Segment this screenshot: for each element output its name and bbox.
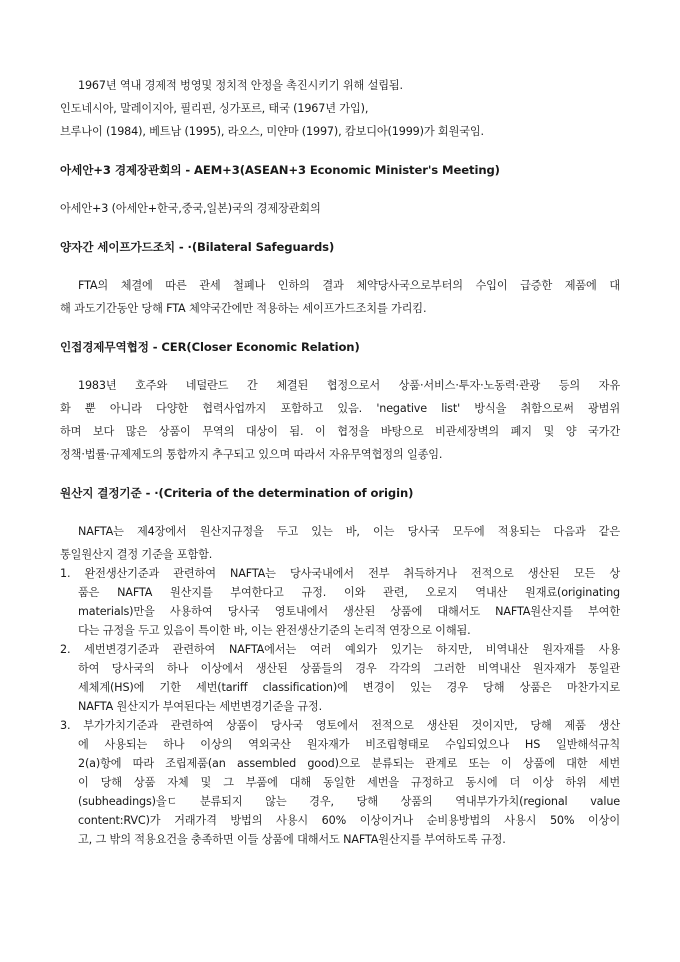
- heading-bilateral-safeguards: 양자간 세이프가드조치 - ·(Bilateral Safeguards): [60, 240, 335, 254]
- safeguards-paragraph-line: FTA의 체결에 따른 관세 철폐나 인하의 결과 체약당사국으로부터의 수입이 급증한 제품에 대: [78, 279, 620, 292]
- origin-item1-line: materials)만을 사용하여 당사국 영토내에서 생산된 상품에 대해서도 NAFTA원산지를 부여한: [78, 605, 620, 618]
- origin-intro-line: 통일원산지 결정 기준을 포함함.: [60, 548, 213, 561]
- asean-paragraph-line: 인도네시아, 말레이지아, 필리핀, 싱가포르, 태국 (1967년 가입),: [60, 102, 369, 115]
- origin-item3-line: 3. 부가가치기준과 관련하여 상품이 당사국 영토에서 전적으로 생산된 것이지만, 당해 제품 생산: [60, 719, 620, 732]
- origin-item3-line: 이 당해 상품 자체 및 그 부품에 대해 동일한 세번을 규정하고 동시에 더 이상 하위 세번: [78, 776, 620, 789]
- aem3-paragraph-line: 아세안+3 (아세안+한국,중국,일본)국의 경제장관회의: [60, 202, 321, 215]
- origin-item1-line: 다는 규정을 두고 있음이 특이한 바, 이는 완전생산기준의 논리적 연장으로 이해됨.: [78, 624, 471, 637]
- origin-item3-line: 에 사용되는 하나 이상의 역외국산 원자재가 비조립형태로 수입되었으나 HS 일반해석규칙: [78, 738, 620, 751]
- origin-item3-line: content:RVC)가 거래가격 방법의 사용시 60% 이상이거나 순비용방법의 사용시 50% 이상이: [78, 814, 620, 827]
- origin-intro-line: NAFTA는 제4장에서 원산지규정을 두고 있는 바, 이는 당사국 모두에 적용되는 다음과 같은: [78, 525, 620, 538]
- cer-paragraph-line: 하며 보다 많은 상품이 무역의 대상이 됨. 이 협정을 바탕으로 비관세장벽의 폐지 및 양 국가간: [60, 425, 620, 438]
- heading-cer: 인접경제무역협정 - CER(Closer Economic Relation): [60, 340, 360, 354]
- origin-item3-line: 고, 그 밖의 적용요건을 충족하면 이들 상품에 대해서도 NAFTA원산지를 부여하도록 규정.: [78, 833, 506, 846]
- safeguards-paragraph-line: 해 과도기간동안 당해 FTA 체약국간에만 적용하는 세이프가드조치를 가리킴.: [60, 302, 427, 315]
- heading-aem3: 아세안+3 경제장관회의 - AEM+3(ASEAN+3 Economic Minister's Meeting): [60, 163, 500, 177]
- origin-item3-line: 2(a)항에 따라 조립제품(an assembled good)으로 분류되는 관계로 또는 이 상품에 대한 세번: [78, 757, 620, 770]
- origin-item3-line: (subheadings)을ㄷ 분류되지 않는 경우, 당해 상품의 역내부가가치(regional value: [78, 795, 620, 808]
- cer-paragraph-line: 정책·법률·규제제도의 통합까지 추구되고 있으며 따라서 자유무역협정의 일종임.: [60, 448, 443, 461]
- origin-item2-line: 세체계(HS)에 기한 세번(tariff classification)에 변경이 있는 경우 당해 상품은 마찬가지로: [78, 681, 620, 694]
- cer-paragraph-line: 1983년 호주와 네덜란드 간 체결된 협정으로서 상품·서비스·투자·노동력·관광 등의 자유: [78, 379, 620, 392]
- origin-item1-line: 1. 완전생산기준과 관련하여 NAFTA는 당사국내에서 전부 취득하거나 전적으로 생산된 모든 상: [60, 567, 620, 580]
- origin-item2-line: NAFTA 원산지가 부여된다는 세번변경기준을 규정.: [78, 700, 322, 713]
- asean-paragraph-line: 1967년 역내 경제적 벙영및 정치적 안정을 촉진시키기 위해 설립됨.: [78, 79, 403, 92]
- cer-paragraph-line: 화 뿐 아니라 다양한 협력사업까지 포함하고 있음. 'negative list' 방식을 취함으로써 광범위: [60, 402, 620, 415]
- origin-item2-line: 2. 세번변경기준과 관련하여 NAFTA에서는 여러 예외가 있기는 하지만, 비역내산 원자재를 사용: [60, 643, 620, 656]
- origin-item2-line: 하여 당사국의 하나 이상에서 생산된 상품들의 경우 각각의 그러한 비역내산 원자재가 통일관: [78, 662, 620, 675]
- heading-criteria-of-origin: 원산지 결정기준 - ·(Criteria of the determination of origin): [60, 486, 414, 500]
- origin-item1-line: 품은 NAFTA 원산지를 부여한다고 규정. 이와 관련, 오로지 역내산 원재료(originating: [78, 586, 620, 599]
- asean-paragraph-line: 브루나이 (1984), 베트남 (1995), 라오스, 미얀마 (1997), 캄보디아(1999)가 회원국임.: [60, 125, 484, 138]
